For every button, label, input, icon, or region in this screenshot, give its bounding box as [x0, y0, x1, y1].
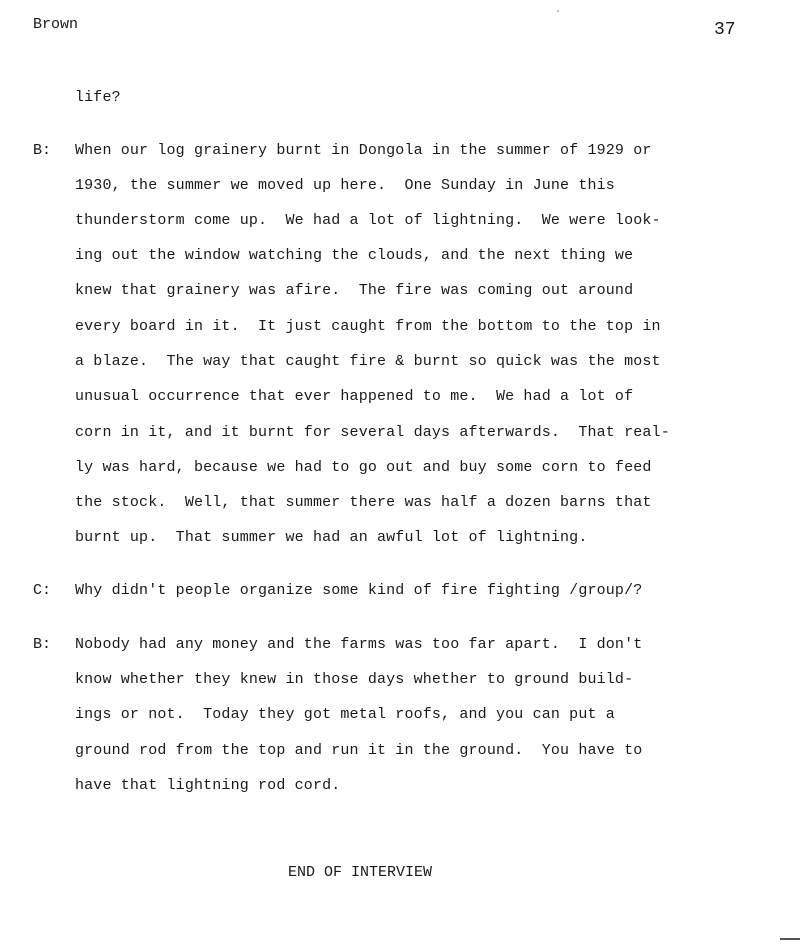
text-line: ing out the window watching the clouds, and the next thing we	[75, 247, 634, 264]
text-line: have that lightning rod cord.	[75, 777, 341, 794]
text-line: When our log grainery burnt in Dongola in the summer of 1929 or	[75, 142, 652, 159]
text-line: the stock. Well, that summer there was half a dozen barns that	[75, 494, 652, 511]
text-line: 1930, the summer we moved up here. One Sunday in June this	[75, 177, 615, 194]
end-of-interview: END OF INTERVIEW	[288, 864, 433, 881]
speaker-label-brown: B:	[33, 142, 52, 159]
text-line: thunderstorm come up. We had a lot of lightning. We were look-	[75, 212, 661, 229]
text-line: know whether they knew in those days whether to ground build-	[75, 671, 634, 688]
page-number: 37	[714, 20, 736, 40]
interviewee-name: Brown	[33, 16, 79, 33]
text-line: Why didn't people organize some kind of fire fighting /group/?	[75, 582, 643, 599]
speaker-label-interviewer: C:	[33, 582, 52, 599]
text-line: ly was hard, because we had to go out and buy some corn to feed	[75, 459, 652, 476]
scan-edge-mark	[780, 938, 800, 940]
scan-speck	[557, 10, 559, 12]
continuation-line: life?	[75, 89, 121, 106]
text-line: knew that grainery was afire. The fire was coming out around	[75, 282, 634, 299]
text-line: Nobody had any money and the farms was too far apart. I don't	[75, 636, 643, 653]
text-line: ground rod from the top and run it in the ground. You have to	[75, 742, 643, 759]
speaker-label-brown: B:	[33, 636, 52, 653]
text-line: corn in it, and it burnt for several days afterwards. That real-	[75, 424, 670, 441]
text-line: a blaze. The way that caught fire & burnt so quick was the most	[75, 353, 661, 370]
text-line: ings or not. Today they got metal roofs, and you can put a	[75, 706, 615, 723]
text-line: unusual occurrence that ever happened to me. We had a lot of	[75, 388, 634, 405]
text-line: burnt up. That summer we had an awful lot of lightning.	[75, 529, 588, 546]
text-line: every board in it. It just caught from the bottom to the top in	[75, 318, 661, 335]
